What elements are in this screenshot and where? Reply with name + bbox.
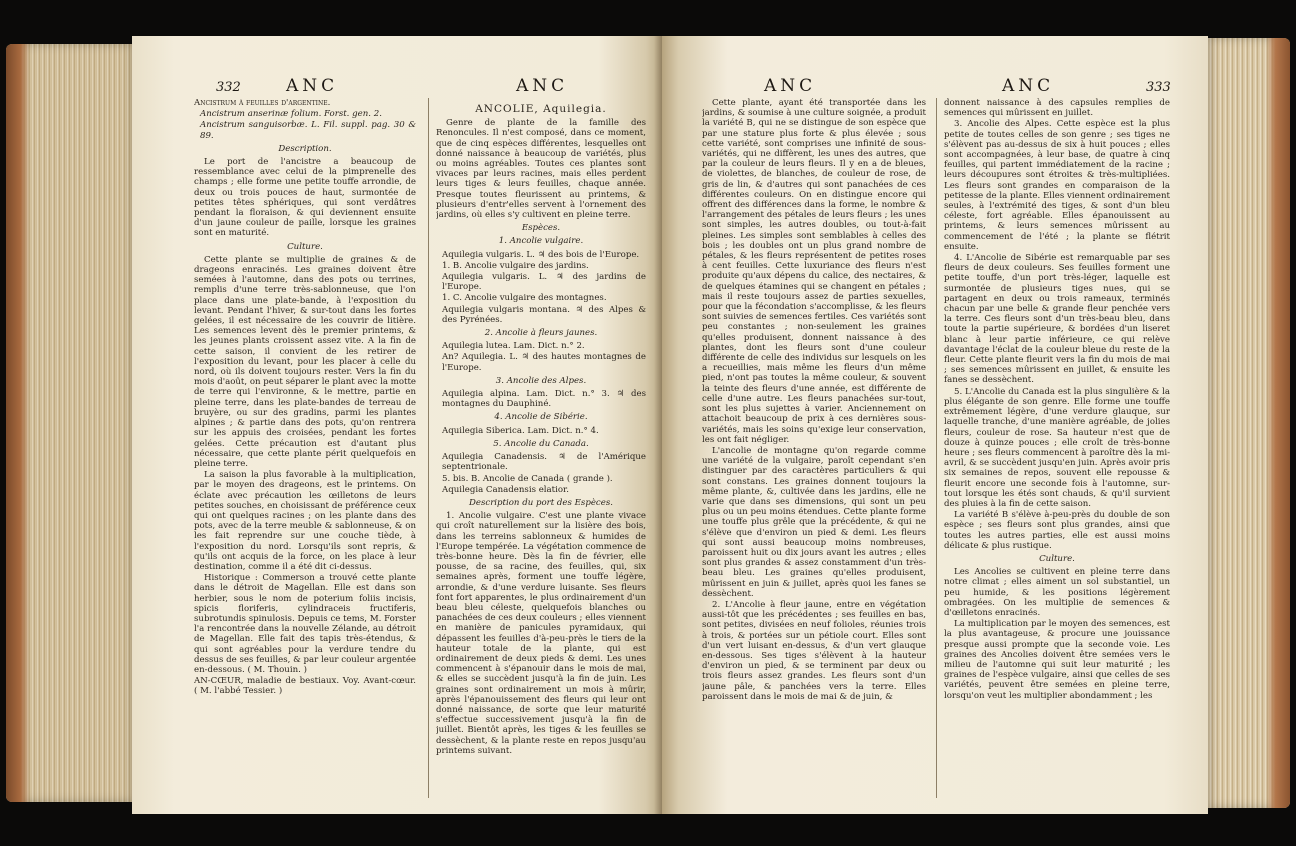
right-page-column-1 bbox=[702, 98, 926, 800]
running-head-right-col2: ANC bbox=[1002, 76, 1055, 96]
right-page-edges bbox=[1204, 38, 1290, 808]
paragraph: Espèces. bbox=[521, 223, 561, 234]
open-book bbox=[6, 30, 1290, 820]
paragraph: AN-CŒUR, maladie de bestiaux. Voy. Avant-cœur. ( M. l'abbé Tessier. ) bbox=[194, 676, 416, 697]
paragraph: Description du port des Espèces. bbox=[469, 497, 613, 508]
paragraph: Aquilegia Siberica. Lam. Dict. n.° 4. bbox=[442, 425, 599, 436]
paragraph: La variété B s'élève à-peu-près du double de son espèce ; ses fleurs sont plus grandes, ainsi que toutes les autres parties, elle est aussi moins délicate & plus rustique. bbox=[944, 510, 1170, 551]
page-number-left: 332 bbox=[216, 80, 241, 95]
column-rule bbox=[428, 98, 429, 798]
paragraph: Culture. bbox=[287, 241, 323, 252]
paragraph: donnent naissance à des capsules remplies de semences qui mûrissent en juillet. bbox=[944, 98, 1170, 119]
paragraph: 1. Ancolie vulgaire. bbox=[498, 236, 584, 247]
paragraph: Aquilegia vulgaris montana. ♃ des Alpes & des Pyrénées. bbox=[442, 304, 646, 325]
page-number-right: 333 bbox=[1146, 80, 1171, 95]
paragraph: Aquilegia vulgaris. L. ♃ des bois de l'Europe. bbox=[442, 249, 640, 260]
paragraph: 5. L'Ancolie du Canada est la plus singulière & la plus élégante de son genre. Elle forme une touffe extrêmement légère, d'une verdure glauque, sur laquelle tranche, d'une manière agréable, de jolies fleurs, couleur de rose. Sa hauteur n'est que de douze à quinze pouces ; elle croît de très-bonne heure ; ses fleurs commencent à paroître dès la mi-avril, & se succèdent jusqu'en juin. Après avoir pris six semaines de repos, souvent elle repousse & fleurit encore une seconde fois à l'automne, sur-tout lorsque les étés sont chauds, & qu'il survient des pluies à la fin de cette saison. bbox=[944, 386, 1170, 509]
paragraph: Ancistrum à feuilles d'argentine. bbox=[194, 98, 331, 108]
left-page bbox=[132, 36, 662, 814]
paragraph: Aquilegia Canadensis. ♃ de l'Amérique septentrionale. bbox=[442, 452, 646, 473]
paragraph: 5. bis. B. Ancolie de Canada ( grande ). bbox=[442, 473, 613, 484]
paragraph: An? Aquilegia. L. ♃ des hautes montagnes de l'Europe. bbox=[442, 352, 646, 373]
paragraph: Cette plante, ayant été transportée dans les jardins, & soumise à une culture soignée, a produit la variété B, qui ne se distingue de son espèce que par une stature plus forte & plus élevée ; sous cette variété, sont comprises une infinité de sous-variétés, qui ne diffèrent, les unes des autres, que par la couleur de leurs fleurs. Il y en a de bleues, de violettes, de blanches, de couleur de rose, de gris de lin, & d'autres qui sont panachées de ces différentes couleurs. On en distingue encore qui offrent des différences dans la forme, le nombre & l'arrangement des pétales de leurs fleurs ; les unes sont simples, les autres doubles, ou tout-à-fait pleines. Les simples sont semblables à celles des bois ; les doubles ont un plus grand nombre de pétales, & les fleurs représentent de petites roses à cent feuilles. Cette luxuriance des fleurs n'est produite qu'aux dépens du calice, des nectaires, & de quelques étamines qui se changent en pétales ; mais il reste toujours assez de parties sexuelles, pour que la fécondation s'accomplisse, & les fleurs sont suivies de semences fertiles. Ces variétés sont peu constantes ; non-seulement les graines qu'elles produisent, donnent naissance à des plantes, dont les fleurs sont d'une couleur différente de celle des individus sur lesquels on les a recueillies, mais même les fleurs d'un même pied, n'ont pas toutes la même couleur, & souvent la teinte des fleurs d'une année, est différente de celle d'une autre. Les fleurs panachées sur-tout, sont les plus sujettes à varier. Anciennement on attachoit beaucoup de prix à ces dernières sous-variétés, mais les soins qu'exige leur conservation, les ont fait négliger. bbox=[702, 98, 926, 445]
running-head-left-col2: ANC bbox=[516, 76, 569, 96]
paragraph: La saison la plus favorable à la multiplication, par le moyen des drageons, est le printems. On éclate avec précaution les œilletons de leurs petites souches, en choisissant de préférence ceux qui ont quelques racines ; on les plante dans des pots, avec de la terre meuble & sablonneuse, & on les fait reprendre sur une couche tiède, à l'exposition du nord. Lorsqu'ils sont repris, & qu'ils ont acquis de la force, on les place à leur destination, comme il a été dit ci-dessus. bbox=[194, 470, 416, 572]
paragraph: Historique : Commerson a trouvé cette plante dans le détroit de Magellan. Elle est dans son herbier, sous le nom de poterium foliis incisis, spicis floriferis, cylindraceis fructiferis, subrotundis spinulosis. Depuis ce tems, M. Forster l'a rencontrée dans la nouvelle Zélande, au détroit de Magellan. Elle fait des tapis très-étendus, & qui sont agréables pour la verdure tendre du dessus de ses feuilles, & par leur couleur argentée en-dessous. ( M. Thouin. ) bbox=[194, 573, 416, 675]
paragraph: Les Ancolies se cultivent en pleine terre dans notre climat ; elles aiment un sol substantiel, un peu humide, & les positions légèrement ombragées. On les multiplie de semences & d'œilletons enracinés. bbox=[944, 567, 1170, 618]
right-page-column-2 bbox=[944, 98, 1170, 800]
paragraph: 4. L'Ancolie de Sibérie est remarquable par ses fleurs de deux couleurs. Ses feuilles forment une petite touffe, d'un port très-léger, laquelle est surmontée de plusieurs tiges nues, qui se partagent en deux ou trois rameaux, terminés chacun par une belle & grande fleur penchée vers la terre. Ces fleurs sont d'un très-beau bleu, dans toute la partie supérieure, & bordées d'un liseret blanc à leur partie inférieure, ce qui relève davantage l'éclat de la couleur bleue du reste de la fleur. Cette plante fleurit vers la fin du mois de mai ; ses semences mûrissent en juillet, & ensuite les fanes se dessèchent. bbox=[944, 253, 1170, 386]
paragraph: 3. Ancolie des Alpes. bbox=[495, 375, 587, 386]
running-head-right-col1: ANC bbox=[764, 76, 817, 96]
paragraph: Culture. bbox=[1039, 553, 1075, 564]
column-rule bbox=[936, 98, 937, 798]
running-head-left-col1: ANC bbox=[286, 76, 339, 96]
left-page-column-1 bbox=[194, 98, 416, 800]
paragraph: Aquilegia alpina. Lam. Dict. n.° 3. ♃ des montagnes du Dauphiné. bbox=[442, 389, 646, 410]
right-page bbox=[662, 36, 1208, 814]
paragraph: 5. Ancolie du Canada. bbox=[493, 438, 589, 449]
paragraph: 4. Ancolie de Sibérie. bbox=[494, 412, 588, 423]
paragraph: 1. Ancolie vulgaire. C'est une plante vivace qui croît naturellement sur la lisière des bois, dans les terreins sablonneux & humides de l'Europe tempérée. La végétation commence de très-bonne heure. Dès la fin de février, elle pousse, de sa racine, des feuilles, qui, six semaines après, forment une touffe légère, arrondie, & d'une verdure luisante. Ses fleurs font fort apparentes, le plus ordinairement d'un beau bleu céleste, quelquefois blanches ou panachées de ces deux couleurs ; elles viennent en manière de panicules pyramidaux, qui dépassent les feuilles d'à-peu-près le tiers de la hauteur totale de la plante, qui est ordinairement de deux pieds & demi. Les unes commencent à s'épanouir dans le mois de mai, & elles se succèdent jusqu'à la fin de juin. Les graines sont ordinairement un mois à mûrir, après l'épanouissement des fleurs qui leur ont donné naissance, de sorte que leur maturité s'effectue successivement jusqu'à la fin de juillet. Bientôt après, les tiges & les feuilles se dessèchent, & la plante reste en repos jusqu'au printems suivant. bbox=[436, 511, 646, 756]
paragraph: Ancistrum anserinæ folium. Forst. gen. 2. bbox=[200, 109, 382, 120]
paragraph: L'ancolie de montagne qu'on regarde comme une variété de la vulgaire, paroît cependant s'en distinguer par des caractères particuliers & qui sont constans. Les graines donnent toujours la même plante, &, cultivée dans les jardins, elle ne varie que dans ses dimensions, qui sont un peu plus ou un peu moins étendues. Cette plante forme une touffe plus grêle que la précédente, & qui ne s'élève que d'environ un pied & demi. Les fleurs qui sont aussi beaucoup moins nombreuses, paroissent huit ou dix jours avant les autres ; elles sont plus grandes & assez constamment d'un très-beau bleu. Les graines qu'elles produisent, mûrissent en juin & juillet, après quoi les fanes se dessèchent. bbox=[702, 445, 926, 599]
paragraph: 2. Ancolie à fleurs jaunes. bbox=[484, 328, 598, 339]
paragraph: 1. B. Ancolie vulgaire des jardins. bbox=[442, 260, 589, 271]
paragraph: Ancistrum sanguisorbæ. L. Fil. suppl. pag. 30 & 89. bbox=[200, 120, 416, 141]
left-page-edges bbox=[6, 44, 138, 802]
paragraph: Aquilegia vulgaris. L. ♃ des jardins de l'Europe. bbox=[442, 272, 646, 293]
paragraph: 2. L'Ancolie à fleur jaune, entre en végétation aussi-tôt que les précédentes ; ses feuilles en bas, sont petites, divisées en neuf folioles, réunies trois à trois, & portées sur un pétiole court. Elles sont d'un vert luisant en-dessus, & d'un vert glauque en-dessous. Ses tiges s'élèvent à la hauteur d'environ un pied, & se terminent par deux ou trois fleurs assez grandes. Les fleurs sont d'un jaune pâle, & panchées vers la terre. Elles paroissent dans le mois de mai & de juin, & bbox=[702, 599, 926, 702]
paragraph: Aquilegia lutea. Lam. Dict. n.° 2. bbox=[442, 341, 585, 352]
paragraph: Genre de plante de la famille des Renoncules. Il n'est composé, dans ce moment, que de cinq espèces différentes, lesquelles ont donné naissance à beaucoup de variétés, plus ou moins agréables. Toutes ces plantes sont vivaces par leurs racines, mais elles perdent leurs tiges & leurs feuilles, chaque année. Presque toutes fleurissent au printems, & plusieurs d'entr'elles servent à l'ornement des jardins, où elles s'y cultivent en pleine terre. bbox=[436, 118, 646, 221]
paragraph: Le port de l'ancistre a beaucoup de ressemblance avec celui de la pimprenelle des champs ; elle forme une petite touffe arrondie, de deux ou trois pouces de haut, surmontée de petites têtes sphériques, qui sont verdâtres pendant la floraison, & qui deviennent ensuite d'un jaune couleur de paille, lorsque les graines sont en maturité. bbox=[194, 157, 416, 239]
paragraph: 1. C. Ancolie vulgaire des montagnes. bbox=[442, 293, 607, 304]
left-page-column-2 bbox=[436, 98, 646, 800]
paragraph: Description. bbox=[278, 143, 332, 154]
paragraph: Aquilegia Canadensis elatior. bbox=[442, 484, 569, 495]
paragraph: 3. Ancolie des Alpes. Cette espèce est la plus petite de toutes celles de son genre ; ses tiges ne s'élèvent pas au-dessus de six à huit pouces ; elles sont accompagnées, à leur base, de quatre à cinq feuilles, qui partent immédiatement de la racine ; leurs découpures sont étroites & très-multipliées. Les fleurs sont grandes en comparaison de la petitesse de la plante. Elles viennent ordinairement seules, à l'extrémité des tiges, & sont d'un bleu céleste, fort agréable. Elles épanouissent au printems, & leurs semences mûrissent au commencement de l'été ; la plante se flétrit ensuite. bbox=[944, 119, 1170, 252]
paragraph: Cette plante se multiplie de graines & de drageons enracinés. Les graines doivent être semées à l'automne, dans des pots ou terrines, remplis d'une terre très-sablonneuse, que l'on place dans une plate-bande, à l'exposition du levant. Pendant l'hiver, & sur-tout dans les fortes gelées, il est nécessaire de les couvrir de litière. Les semences levent dès le premier printems, & les jeunes plants croissent assez vite. A la fin de cette saison, il convient de les retirer de l'exposition du levant, pour les placer à celle du nord, où ils doivent toujours rester. Vers la fin du mois d'août, on peut séparer le plant avec la motte de terre qui l'environne, & le mettre, partie en pleine terre, dans les plate-bandes de terreau de bruyère, ou sur des gradins, parmi les plantes alpines ; & partie dans des pots, qu'on rentrera sur les appuis des croisées, pendant les fortes gelées. Cette précaution est d'autant plus nécessaire, que cette plante périt quelquefois en pleine terre. bbox=[194, 254, 416, 469]
paragraph: La multiplication par le moyen des semences, est la plus avantageuse, & procure une jouissance presque aussi prompte que la seconde voie. Les graines des Ancolies doivent être semées vers le milieu de l'automne qui suit leur maturité ; les graines de l'espèce vulgaire, ainsi que celles de ses variétés, peuvent être semées en pleine terre, lorsqu'on veut les multiplier abondamment ; les bbox=[944, 619, 1170, 701]
paragraph: ANCOLIE, Aquilegia. bbox=[475, 103, 607, 115]
